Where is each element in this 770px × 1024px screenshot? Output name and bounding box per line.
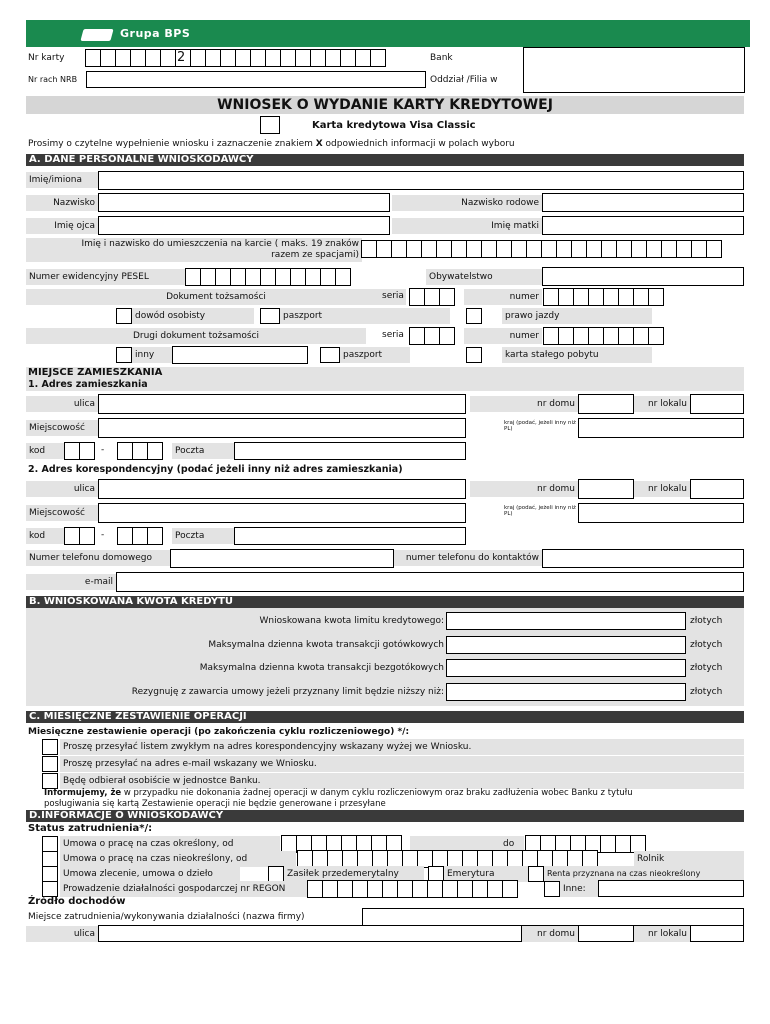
char-cell[interactable] (421, 240, 437, 258)
civil-contract-label: Umowa zlecenie, umowa o dzieło (60, 866, 240, 882)
char-cell[interactable] (573, 288, 589, 306)
section-b-header: B. WNIOSKOWANA KWOTA KREDYTU (26, 596, 744, 608)
char-cell[interactable] (618, 327, 634, 345)
employer-house-label: nr domu (522, 926, 578, 942)
char-cell[interactable] (646, 240, 662, 258)
char-cell[interactable] (603, 288, 619, 306)
char-cell[interactable] (442, 880, 458, 898)
income-source-title: Źródło dochodów (28, 896, 126, 907)
resign-field[interactable] (446, 683, 686, 701)
resign-currency: złotych (690, 687, 723, 697)
char-cell[interactable] (588, 327, 604, 345)
email-label: e-mail (26, 574, 116, 590)
char-cell[interactable] (205, 49, 221, 67)
id-doc-label: Dokument tożsamości (26, 289, 406, 305)
statement-branch-checkbox[interactable] (42, 773, 58, 789)
char-cell[interactable] (409, 327, 425, 345)
limit-label: Wnioskowana kwota limitu kredytowego: (259, 616, 444, 626)
other-income-checkbox[interactable] (544, 881, 560, 897)
char-cell[interactable] (439, 288, 455, 306)
char-cell[interactable] (541, 240, 557, 258)
employment-status-title: Status zatrudnienia*/: (28, 823, 153, 834)
statement-post-checkbox[interactable] (42, 739, 58, 755)
char-cell[interactable] (472, 880, 488, 898)
home-phone-label: Numer telefonu domowego (26, 550, 170, 566)
other-doc-label: inny (132, 347, 172, 363)
char-cell[interactable] (79, 527, 95, 545)
street-field[interactable] (98, 394, 466, 414)
country2-label: kraj (podać, jeżeli inny niż PL) (504, 505, 576, 517)
char-cell[interactable] (676, 240, 692, 258)
char-cell[interactable] (307, 880, 323, 898)
char-cell[interactable] (600, 835, 616, 853)
maiden-name-label: Nazwisko rodowe (392, 195, 542, 211)
citizenship-field[interactable] (542, 267, 744, 286)
id-series-cells[interactable] (410, 288, 455, 306)
driving-license-label: prawo jazdy (502, 308, 652, 324)
pre-pension-checkbox[interactable] (268, 866, 284, 882)
char-cell[interactable] (260, 268, 276, 286)
char-cell[interactable] (543, 288, 559, 306)
post-office2-field[interactable] (234, 527, 466, 545)
char-cell[interactable] (245, 268, 261, 286)
char-cell[interactable] (397, 880, 413, 898)
char-cell[interactable] (481, 240, 497, 258)
card-digit: 2 (177, 50, 186, 65)
logo-text: Grupa BPS (120, 27, 191, 40)
char-cell[interactable] (215, 268, 231, 286)
char-cell[interactable] (436, 240, 452, 258)
section-d-header: D.INFORMACJE O WNIOSKODAWCY (26, 810, 744, 822)
nrb-label: Nr rach NRB (28, 75, 78, 84)
cash-field[interactable] (446, 636, 686, 654)
mother-name-label: Imię matki (392, 218, 542, 234)
char-cell[interactable] (115, 49, 131, 67)
other-doc-field[interactable] (172, 346, 308, 364)
char-cell[interactable] (145, 49, 161, 67)
id-card-label: dowód osobisty (132, 308, 254, 324)
section-a-header: A. DANE PERSONALNE WNIOSKODAWCY (26, 154, 744, 166)
postcode2-dash: - (101, 530, 105, 540)
char-cell[interactable] (502, 880, 518, 898)
char-cell[interactable] (322, 880, 338, 898)
mother-name-field[interactable] (542, 216, 744, 235)
statement-post-label: Proszę przesyłać listem zwykłym na adres korespondencyjny wskazany wyżej we Wniosku. (60, 739, 744, 755)
card-name-cells[interactable] (362, 240, 722, 258)
postcode-cells-a[interactable] (65, 442, 95, 460)
char-cell[interactable] (335, 268, 351, 286)
char-cell[interactable] (147, 527, 163, 545)
passport-checkbox[interactable] (260, 308, 280, 324)
char-cell[interactable] (457, 880, 473, 898)
char-cell[interactable] (648, 288, 664, 306)
doc2-number-label: numer (464, 328, 542, 344)
char-cell[interactable] (310, 49, 326, 67)
card-number-label: Nr karty (28, 53, 65, 63)
char-cell[interactable] (235, 49, 251, 67)
noncash-currency: złotych (690, 663, 723, 673)
employer-flat-label: nr lokalu (634, 926, 690, 942)
char-cell[interactable] (586, 240, 602, 258)
char-cell[interactable] (265, 49, 281, 67)
char-cell[interactable] (588, 288, 604, 306)
char-cell[interactable] (648, 327, 664, 345)
postcode-dash: - (101, 445, 105, 455)
employer-street-label: ulica (26, 926, 98, 942)
char-cell[interactable] (250, 49, 266, 67)
doc2-number-cells[interactable] (544, 327, 664, 345)
email-field[interactable] (116, 572, 744, 592)
first-names-label: Imię/imiona (26, 172, 98, 188)
passport2-label: paszport (340, 347, 410, 363)
limit-currency: złotych (690, 616, 723, 626)
statement-branch-label: Będę odbierał osobiście w jednostce Banku. (60, 773, 744, 789)
char-cell[interactable] (100, 49, 116, 67)
char-cell[interactable] (424, 327, 440, 345)
surname-label: Nazwisko (26, 195, 98, 211)
intro-text: Prosimy o czytelne wypełnienie wniosku i zaznaczenie znakiem X odpowiednich informacji w polach wyboru (28, 139, 515, 149)
driving-license-checkbox[interactable] (466, 308, 482, 324)
house-label: nr domu (470, 396, 578, 412)
second-doc-label: Drugi dokument tożsamości (26, 328, 366, 344)
surname-field[interactable] (98, 193, 390, 212)
other-income-field[interactable] (598, 880, 744, 897)
street2-field[interactable] (98, 479, 466, 499)
char-cell[interactable] (190, 49, 206, 67)
char-cell[interactable] (79, 442, 95, 460)
section-c-header: C. MIESIĘCZNE ZESTAWIENIE OPERACJI (26, 711, 744, 723)
regon-cells[interactable] (308, 880, 518, 898)
char-cell[interactable] (439, 327, 455, 345)
indefinite-contract-label: Umowa o pracę na czas nieokreślony, od (60, 851, 296, 867)
char-cell[interactable] (487, 880, 503, 898)
char-cell[interactable] (543, 327, 559, 345)
statement-subtitle: Miesięczne zestawienie operacji (po zakończenia cyklu rozliczeniowego) */: (28, 727, 410, 737)
char-cell[interactable] (220, 49, 236, 67)
series-label-2: seria (382, 330, 404, 340)
char-cell[interactable] (280, 49, 296, 67)
char-cell[interactable] (200, 268, 216, 286)
char-cell[interactable] (427, 880, 443, 898)
employer-house-field[interactable] (578, 925, 634, 942)
disability-checkbox[interactable] (528, 866, 544, 882)
bps-logo-icon (80, 29, 113, 41)
city2-field[interactable] (98, 503, 466, 523)
char-cell[interactable] (633, 288, 649, 306)
statement-email-label: Proszę przesyłać na adres e-mail wskazany we Wniosku. (60, 756, 744, 772)
char-cell[interactable] (230, 268, 246, 286)
char-cell[interactable] (603, 327, 619, 345)
postcode-cells-b[interactable] (118, 442, 163, 460)
address2-title: 2. Adres korespondencyjny (podać jeżeli inny niż adres zamieszkania) (28, 464, 403, 475)
char-cell[interactable] (147, 442, 163, 460)
char-cell[interactable] (526, 240, 542, 258)
char-cell[interactable] (117, 527, 133, 545)
id-number-cells[interactable] (544, 288, 664, 306)
char-cell[interactable] (618, 288, 634, 306)
char-cell[interactable] (558, 288, 574, 306)
house-field[interactable] (578, 394, 634, 414)
char-cell[interactable] (376, 240, 392, 258)
char-cell[interactable] (361, 240, 377, 258)
char-cell[interactable] (355, 49, 371, 67)
city-label: Miejscowość (26, 420, 98, 436)
limit-field[interactable] (446, 612, 686, 630)
char-cell[interactable] (295, 49, 311, 67)
passport2-checkbox[interactable] (320, 347, 340, 363)
char-cell[interactable] (352, 880, 368, 898)
char-cell[interactable] (409, 288, 425, 306)
flat-field[interactable] (690, 394, 744, 414)
farmer-label: Rolnik (634, 851, 744, 867)
char-cell[interactable] (556, 240, 572, 258)
house2-label: nr domu (470, 481, 578, 497)
card-type-label: Karta kredytowa Visa Classic (312, 120, 476, 131)
doc2-series-cells[interactable] (410, 327, 455, 345)
home-phone-field[interactable] (170, 549, 394, 568)
branch-label: Oddział /Filia w (430, 75, 498, 85)
first-names-field[interactable] (98, 171, 744, 190)
char-cell[interactable] (85, 49, 101, 67)
resign-label: Rezygnuję z zawarcia umowy jeżeli przyznany limit będzie niższy niż: (131, 687, 444, 697)
contact-phone-label: numer telefonu do kontaktów (394, 550, 542, 566)
noncash-field[interactable] (446, 659, 686, 677)
other-doc-checkbox[interactable] (116, 347, 132, 363)
nrb-field[interactable] (86, 71, 426, 88)
char-cell[interactable] (451, 240, 467, 258)
char-cell[interactable] (367, 880, 383, 898)
fixed-contract-label: Umowa o pracę na czas określony, od (60, 836, 280, 852)
father-name-label: Imię ojca (26, 218, 98, 234)
form-title: WNIOSEK O WYDANIE KARTY KREDYTOWEJ (26, 96, 744, 114)
other-income-label: Inne: (560, 881, 598, 897)
char-cell[interactable] (601, 240, 617, 258)
flat2-label: nr lokalu (634, 481, 690, 497)
char-cell[interactable] (466, 240, 482, 258)
char-cell[interactable] (631, 240, 647, 258)
street2-label: ulica (26, 481, 98, 497)
id-number-label: numer (464, 289, 542, 305)
char-cell[interactable] (558, 327, 574, 345)
char-cell[interactable] (130, 49, 146, 67)
pre-pension-label: Zasiłek przedemerytalny (284, 866, 424, 882)
pesel-label: Numer ewidencyjny PESEL (26, 269, 186, 285)
visa-classic-checkbox[interactable] (260, 116, 280, 134)
residence-header: MIEJSCE ZAMIESZKANIA (28, 367, 163, 378)
series-label: seria (382, 291, 404, 301)
id-card-checkbox[interactable] (116, 308, 132, 324)
citizenship-label: Obywatelstwo (426, 269, 542, 285)
char-cell[interactable] (275, 268, 291, 286)
indefinite-contract-checkbox[interactable] (42, 851, 58, 867)
pesel-cells[interactable] (186, 268, 351, 286)
char-cell[interactable] (64, 527, 80, 545)
char-cell[interactable] (320, 268, 336, 286)
flat2-field[interactable] (690, 479, 744, 499)
char-cell[interactable] (616, 240, 632, 258)
civil-contract-checkbox[interactable] (42, 866, 58, 882)
card-number-cells[interactable] (86, 49, 386, 67)
char-cell[interactable] (305, 268, 321, 286)
char-cell[interactable] (412, 880, 428, 898)
father-name-field[interactable] (98, 216, 390, 235)
char-cell[interactable] (391, 240, 407, 258)
char-cell[interactable] (661, 240, 677, 258)
bank-label: Bank (430, 53, 453, 63)
employer-field[interactable] (362, 908, 744, 926)
passport-label: paszport (280, 308, 450, 324)
post-office-label: Poczta (172, 443, 234, 459)
char-cell[interactable] (382, 880, 398, 898)
pension-label: Emerytura (444, 866, 528, 882)
address1-title: 1. Adres zamieszkania (28, 379, 148, 390)
char-cell[interactable] (424, 288, 440, 306)
maiden-name-field[interactable] (542, 193, 744, 212)
employer-label: Miejsce zatrudnienia/wykonywania działalności (nazwa firmy) (28, 912, 305, 922)
char-cell[interactable] (370, 49, 386, 67)
char-cell[interactable] (615, 835, 631, 853)
char-cell[interactable] (511, 240, 527, 258)
char-cell[interactable] (185, 268, 201, 286)
residence-card-label: karta stałego pobytu (502, 347, 652, 363)
char-cell[interactable] (132, 527, 148, 545)
char-cell[interactable] (496, 240, 512, 258)
card-name-label: Imię i nazwisko do umieszczenia na karcie ( maks. 19 znaków razem ze spacjami) (26, 238, 362, 262)
disability-label: Renta przyznana na czas nieokreślony (544, 866, 744, 882)
postcode-label: kod (26, 443, 64, 459)
postcode2-label: kod (26, 528, 64, 544)
bank-field[interactable] (523, 47, 745, 93)
char-cell[interactable] (325, 49, 341, 67)
char-cell[interactable] (406, 240, 422, 258)
cash-label: Maksymalna dzienna kwota transakcji gotówkowych (208, 640, 444, 650)
postcode2-cells-b[interactable] (118, 527, 163, 545)
country-label: kraj (podać, jeżeli inny niż PL) (504, 420, 576, 432)
char-cell[interactable] (691, 240, 707, 258)
char-cell[interactable] (337, 880, 353, 898)
house2-field[interactable] (578, 479, 634, 499)
city2-label: Miejscowość (26, 505, 98, 521)
char-cell[interactable] (573, 327, 589, 345)
post-office2-label: Poczta (172, 528, 234, 544)
fixed-contract-checkbox[interactable] (42, 836, 58, 852)
cash-currency: złotych (690, 640, 723, 650)
statement-email-checkbox[interactable] (42, 756, 58, 772)
postcode2-cells-a[interactable] (65, 527, 95, 545)
post-office-field[interactable] (234, 442, 466, 460)
employer-street-field[interactable] (98, 925, 522, 942)
contact-phone-field[interactable] (542, 549, 744, 568)
fixed-to-label: do (410, 836, 524, 852)
char-cell[interactable] (290, 268, 306, 286)
char-cell[interactable] (160, 49, 176, 67)
char-cell[interactable] (706, 240, 722, 258)
business-checkbox[interactable] (42, 881, 58, 897)
country2-field[interactable] (578, 503, 744, 523)
char-cell[interactable] (633, 327, 649, 345)
street-label: ulica (26, 396, 98, 412)
employer-flat-field[interactable] (690, 925, 744, 942)
char-cell[interactable] (571, 240, 587, 258)
char-cell[interactable] (64, 442, 80, 460)
statement-note-2: posługiwania się kartą Zestawienie operacji nie będzie generowane i przesyłane (44, 799, 386, 809)
country-field[interactable] (578, 418, 744, 438)
char-cell[interactable] (340, 49, 356, 67)
residence-card-checkbox[interactable] (466, 347, 482, 363)
char-cell[interactable] (132, 442, 148, 460)
noncash-label: Maksymalna dzienna kwota transakcji bezgotókowych (199, 663, 444, 673)
char-cell[interactable] (117, 442, 133, 460)
statement-note-1: Informujemy, że w przypadku nie dokonania żadnej operacji w danym cyklu rozliczeniowym oraz braku zadłużenia wobec Banku z tytułu (44, 788, 633, 798)
city-field[interactable] (98, 418, 466, 438)
flat-label: nr lokalu (634, 396, 690, 412)
business-label: Prowadzenie działalności gospodarczej nr REGON (60, 881, 308, 897)
